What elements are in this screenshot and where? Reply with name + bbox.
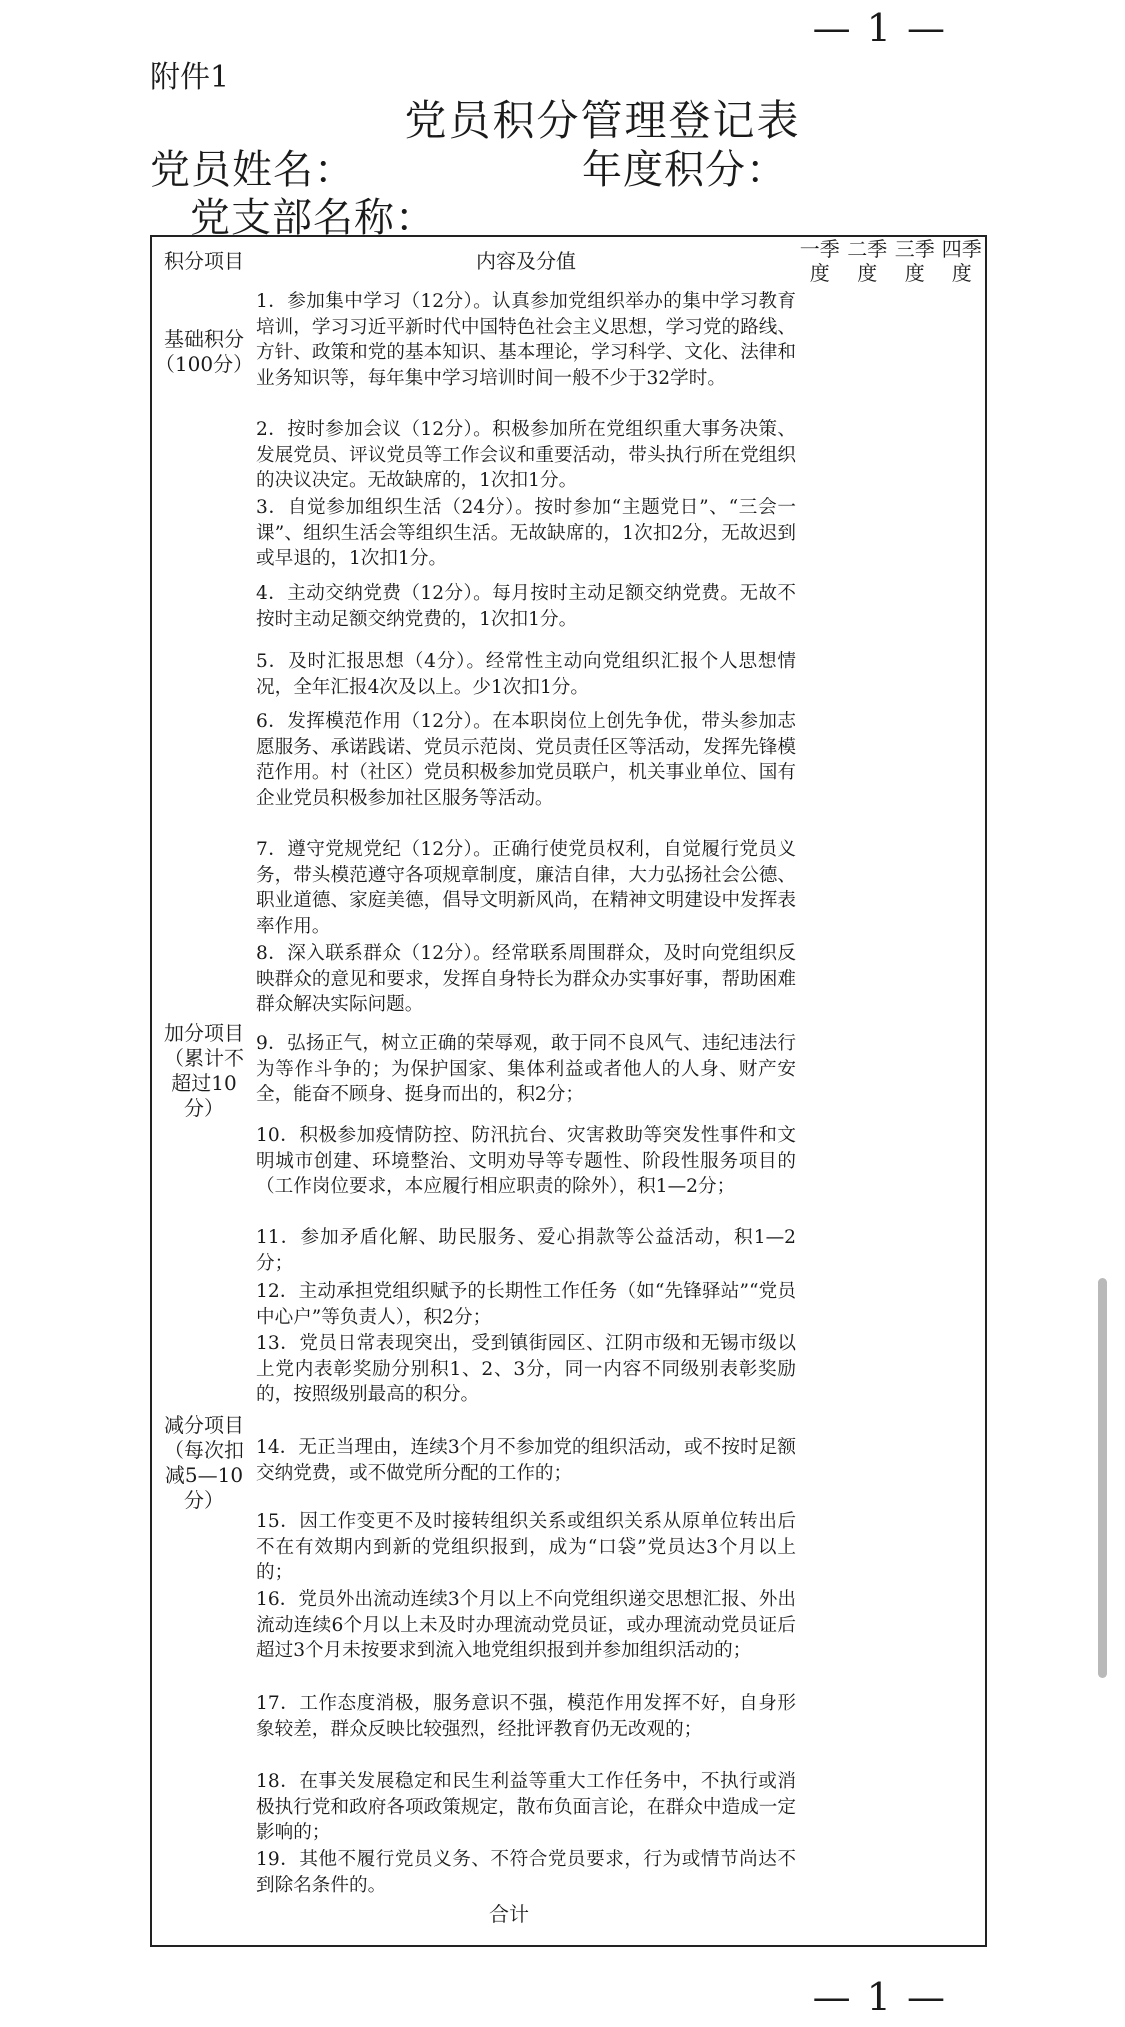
table-row bbox=[151, 941, 986, 1021]
item-8: 8．深入联系群众（12分）。经常联系周围群众，及时向党组织反映群众的意见和要求，发挥自身特长为群众办实事好事，帮助困难群众解决实际问题。 bbox=[256, 943, 796, 1015]
item-13: 13．党员日常表现突出，受到镇街园区、江阴市级和无锡市级以上党内表彰奖励分别积1、2、3分，同一内容不同级别表彰奖励的，按照级别最高的积分。 bbox=[256, 1333, 796, 1405]
item-15: 15．因工作变更不及时接转组织关系或组织关系从原单位转出后不在有效期内到新的党组织报到，成为“口袋”党员达3个月以上的； bbox=[256, 1511, 796, 1583]
item-18: 18．在事关发展稳定和民生利益等重大工作任务中，不执行或消极执行党和政府各项政策规定，散布负面言论，在群众中造成一定影响的； bbox=[256, 1771, 796, 1843]
table-row bbox=[151, 709, 986, 837]
header-content: 内容及分值 bbox=[476, 249, 576, 273]
table-row bbox=[151, 1509, 986, 1587]
total-row bbox=[151, 1899, 986, 1944]
registration-table bbox=[150, 235, 987, 1947]
table-row bbox=[151, 837, 986, 941]
table-row bbox=[151, 1225, 986, 1279]
party-branch-label: 党支部名称： bbox=[190, 195, 436, 241]
attachment-label: 附件1 bbox=[150, 60, 230, 95]
table-header-row bbox=[151, 236, 986, 289]
table-row bbox=[151, 1021, 986, 1123]
item-12: 12．主动承担党组织赋予的长期性工作任务（如“先锋驿站”“党员中心户”等负责人），积2分； bbox=[256, 1281, 796, 1328]
category-deduct bbox=[151, 1413, 256, 1899]
item-3: 3．自觉参加组织生活（24分）。按时参加“主题党日”、“三会一课”、组织生活会等组织生活。无故缺席的，1次扣2分，无故迟到或早退的，1次扣1分。 bbox=[256, 497, 796, 569]
item-11: 11．参加矛盾化解、助民服务、爱心捐款等公益活动，积1—2分； bbox=[256, 1227, 796, 1274]
category-basic-label: 基础积分（100分） bbox=[154, 327, 254, 376]
page-number-top: — 1 — bbox=[812, 6, 947, 50]
member-name-label: 党员姓名： bbox=[150, 147, 355, 193]
category-deduct-label: 减分项目（每次扣减5—10分） bbox=[164, 1413, 244, 1512]
table-row bbox=[151, 1587, 986, 1691]
annual-score-label: 年度积分： bbox=[582, 147, 787, 193]
item-17: 17．工作态度消极，服务意识不强，模范作用发挥不好，自身形象较差，群众反映比较强烈，经批评教育仍无改观的； bbox=[256, 1693, 796, 1740]
item-19: 19．其他不履行党员义务、不符合党员要求，行为或情节尚达不到除名条件的。 bbox=[256, 1849, 796, 1896]
header-q1: 一季度 bbox=[799, 237, 840, 285]
category-bonus bbox=[151, 1021, 256, 1413]
table-row bbox=[151, 1331, 986, 1413]
item-1: 1．参加集中学习（12分）。认真参加党组织举办的集中学习教育培训，学习习近平新时代中国特色社会主义思想，学习党的路线、方针、政策和党的基本知识、基本理论，学习科学、文化、法律和业务知识等，每年集中学习培训时间一般不少于32学时。 bbox=[256, 291, 796, 389]
total-label-text: 合计 bbox=[489, 1902, 529, 1926]
table-row bbox=[151, 1413, 986, 1509]
table-row bbox=[151, 1769, 986, 1847]
table-row bbox=[151, 495, 986, 581]
item-9: 9．弘扬正气，树立正确的荣辱观，敢于同不良风气、违纪违法行为等作斗争的；为保护国家、集体利益或者他人的人身、财产安全，能奋不顾身、挺身而出的，积2分； bbox=[256, 1033, 796, 1105]
item-10: 10．积极参加疫情防控、防汛抗台、灾害救助等突发性事件和文明城市创建、环境整治、文明劝导等专题性、阶段性服务项目的（工作岗位要求，本应履行相应职责的除外），积1—2分； bbox=[256, 1125, 796, 1197]
table-row bbox=[151, 1123, 986, 1225]
header-q2: 二季度 bbox=[847, 237, 888, 285]
table-row bbox=[151, 417, 986, 495]
table-row bbox=[151, 1847, 986, 1899]
table-row bbox=[151, 1691, 986, 1769]
table-row bbox=[151, 289, 986, 417]
page-number-bottom: — 1 — bbox=[812, 1975, 947, 2019]
item-4: 4．主动交纳党费（12分）。每月按时主动足额交纳党费。无故不按时主动足额交纳党费的，1次扣1分。 bbox=[256, 583, 796, 630]
item-6: 6．发挥模范作用（12分）。在本职岗位上创先争优，带头参加志愿服务、承诺践诺、党员示范岗、党员责任区等活动，发挥先锋模范作用。村（社区）党员积极参加党员联户，机关事业单位、国有企业党员积极参加社区服务等活动。 bbox=[256, 711, 796, 809]
header-q3: 三季度 bbox=[894, 237, 935, 285]
header-category: 积分项目 bbox=[164, 249, 244, 273]
vertical-scrollbar[interactable] bbox=[1098, 1278, 1107, 1678]
category-bonus-label: 加分项目（累计不超过10分） bbox=[164, 1021, 244, 1120]
item-14: 14．无正当理由，连续3个月不参加党的组织活动，或不按时足额交纳党费，或不做党所分配的工作的； bbox=[256, 1437, 796, 1484]
total-label bbox=[151, 1899, 796, 1944]
category-basic bbox=[151, 289, 256, 1021]
table-row bbox=[151, 581, 986, 649]
item-5: 5．及时汇报思想（4分）。经常性主动向党组织汇报个人思想情况，全年汇报4次及以上。少1次扣1分。 bbox=[256, 651, 796, 698]
item-2: 2．按时参加会议（12分）。积极参加所在党组织重大事务决策、发展党员、评议党员等工作会议和重要活动，带头执行所在党组织的决议决定。无故缺席的，1次扣1分。 bbox=[256, 419, 796, 491]
header-q4: 四季度 bbox=[941, 237, 982, 285]
table-row bbox=[151, 649, 986, 709]
document-title: 党员积分管理登记表 bbox=[404, 96, 801, 145]
item-7: 7．遵守党规党纪（12分）。正确行使党员权利，自觉履行党员义务，带头模范遵守各项规章制度，廉洁自律，大力弘扬社会公德、职业道德、家庭美德，倡导文明新风尚，在精神文明建设中发挥表率作用。 bbox=[256, 839, 796, 937]
item-16: 16．党员外出流动连续3个月以上不向党组织递交思想汇报、外出流动连续6个月以上未及时办理流动党员证，或办理流动党员证后超过3个月未按要求到流入地党组织报到并参加组织活动的； bbox=[256, 1589, 796, 1661]
table-row bbox=[151, 1279, 986, 1331]
